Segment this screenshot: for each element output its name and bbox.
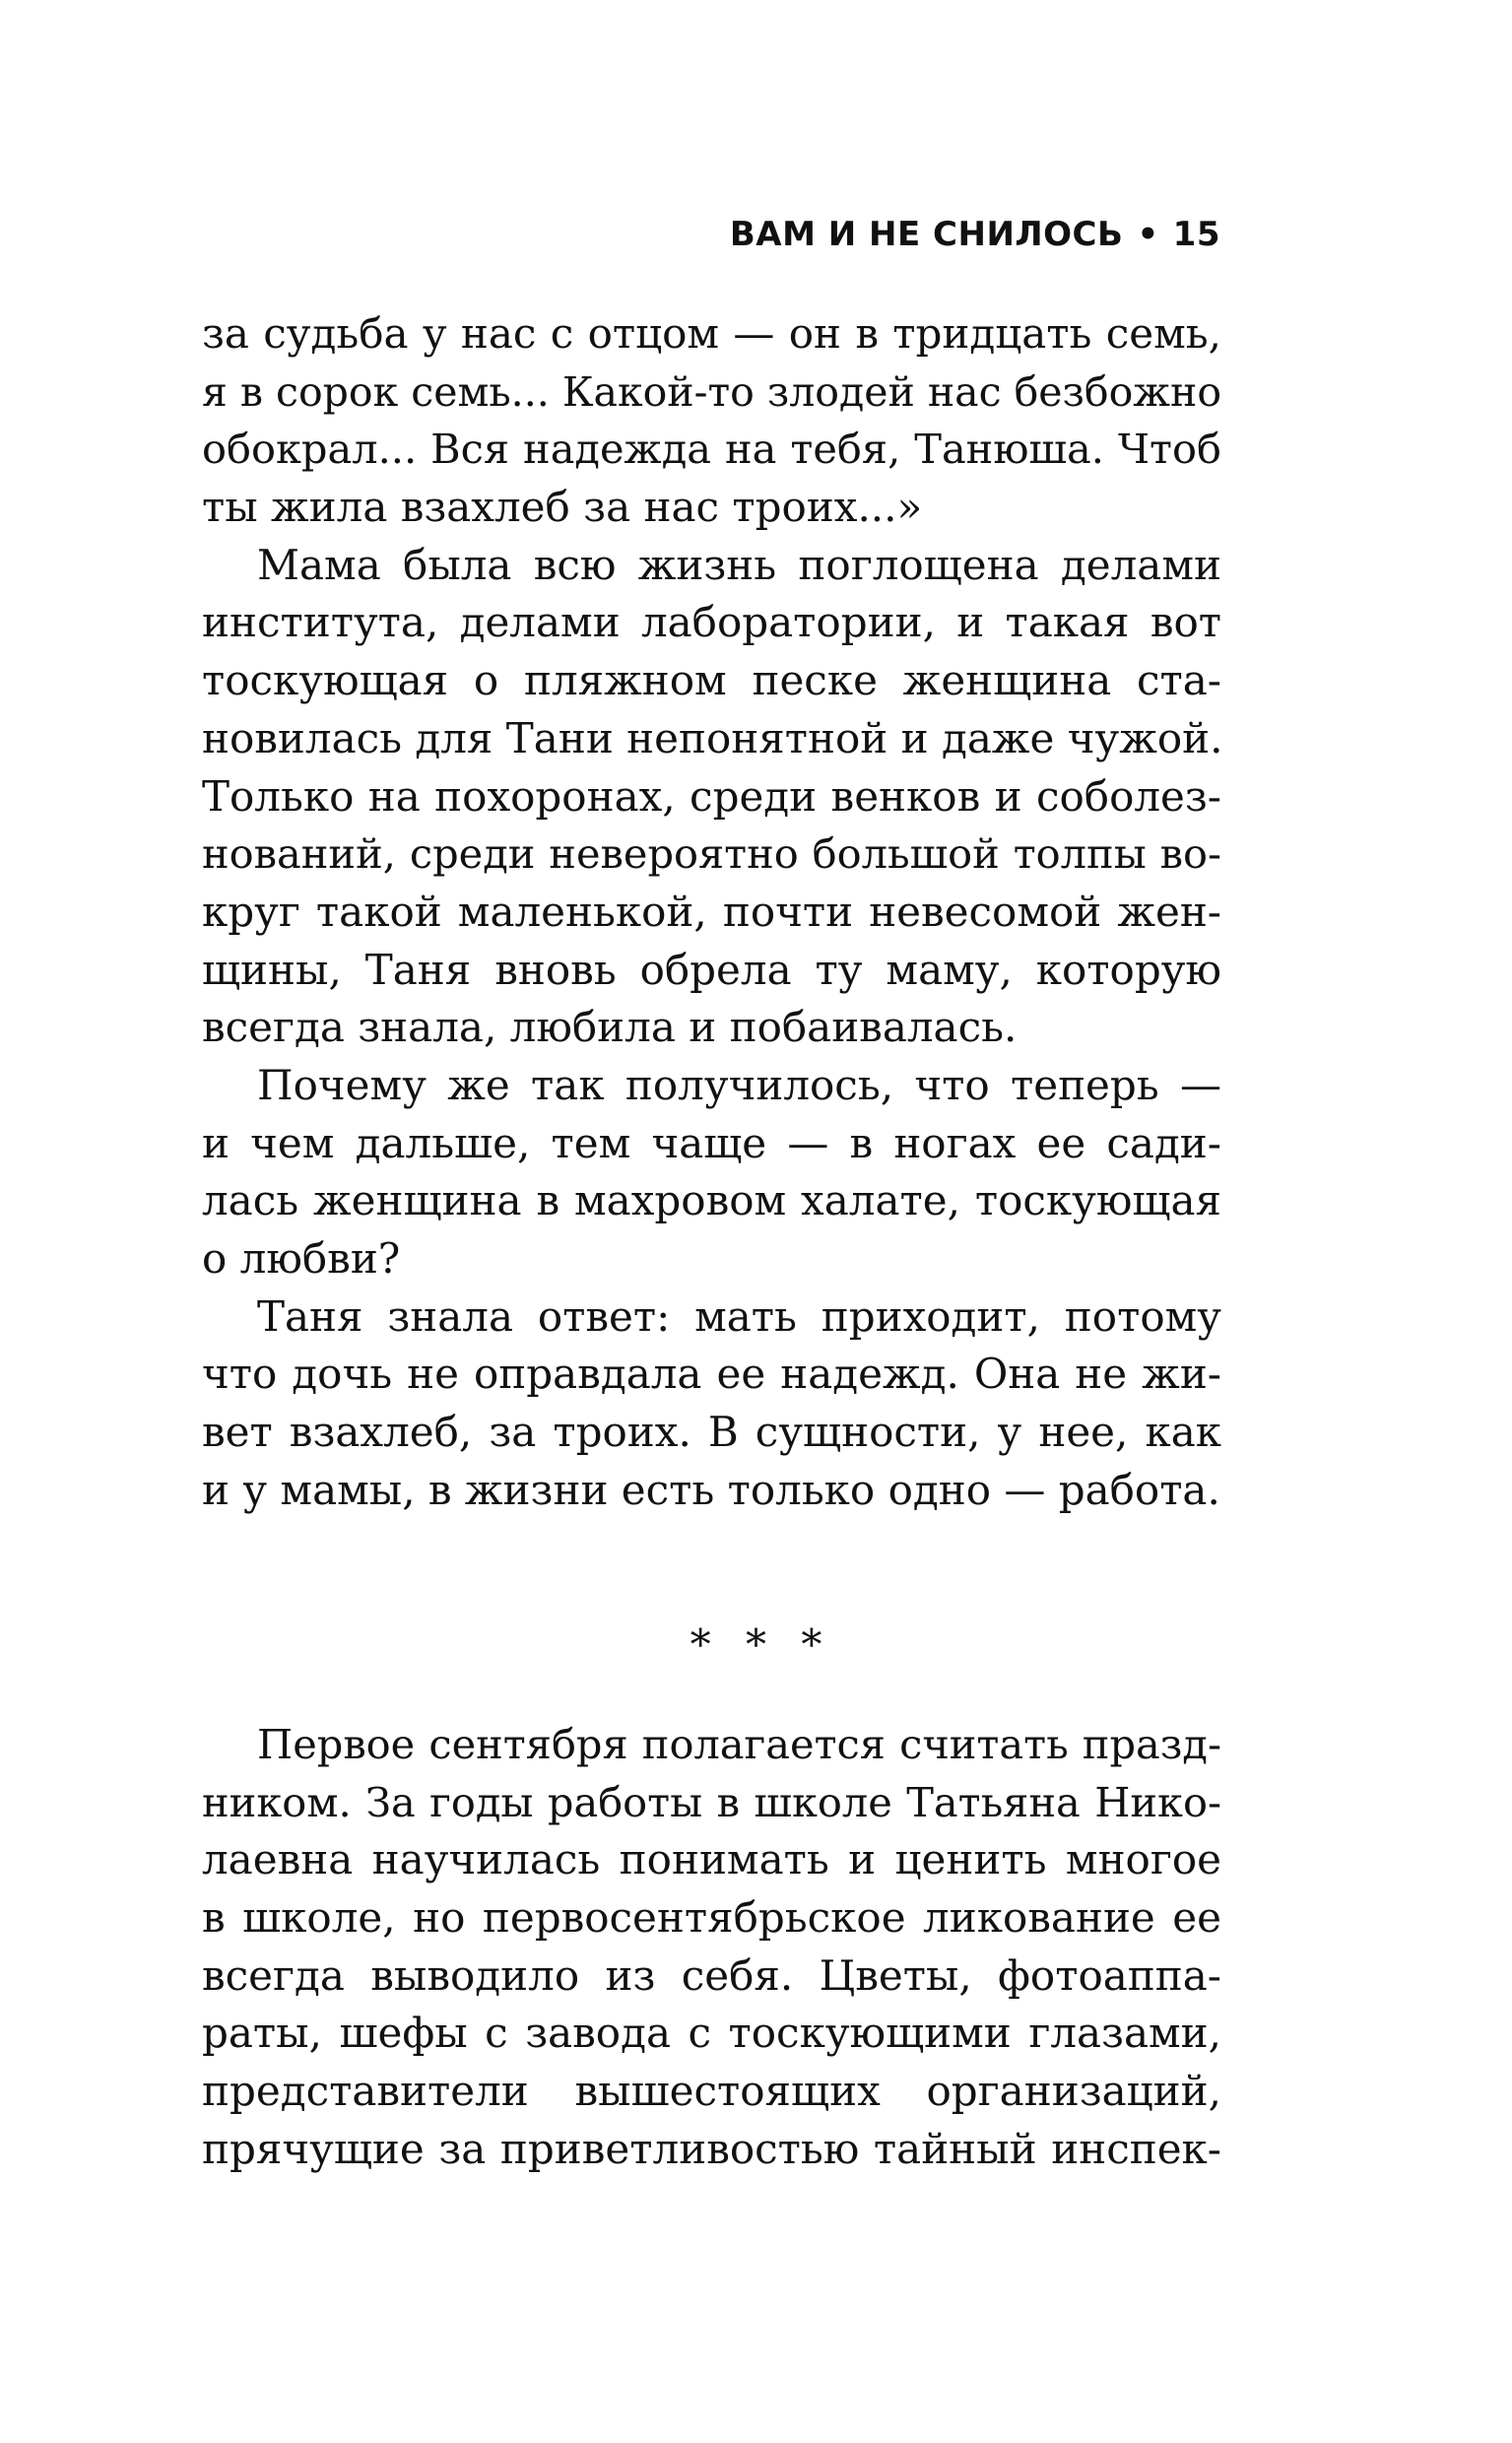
text-line: круг такой маленькой, почти невесомой жен- xyxy=(202,887,1221,936)
asterisk-mark: * xyxy=(746,1620,766,1669)
text-line: щины, Таня вновь обрела ту маму, которую xyxy=(202,945,1221,994)
body-text-section-1 xyxy=(202,305,1221,1519)
running-head-title: ВАМ И НЕ СНИЛОСЬ xyxy=(729,215,1124,254)
text-line: за судьба у нас с отцом — он в тридцать семь, xyxy=(202,309,1221,358)
text-line: всегда знала, любила и побаивалась. xyxy=(202,1003,1018,1052)
text-line: всегда выводило из себя. Цветы, фотоаппа- xyxy=(202,1950,1221,2000)
asterisk-mark: * xyxy=(690,1620,711,1669)
text-line: Только на похоронах, среди венков и соболез- xyxy=(202,771,1221,821)
text-line: прячущие за приветливостью тайный инспек- xyxy=(202,2124,1221,2173)
text-line: института, делами лаборатории, и такая вот xyxy=(202,598,1221,647)
text-line: Таня знала ответ: мать приходит, потому xyxy=(257,1291,1221,1341)
body-text-section-2 xyxy=(202,1716,1221,2179)
text-line: о любви? xyxy=(202,1234,401,1283)
text-line: Почему же так получилось, что теперь — xyxy=(257,1060,1221,1109)
text-line: нований, среди невероятно большой толпы во- xyxy=(202,829,1221,879)
text-line: я в сорок семь... Какой-то злодей нас безбожно xyxy=(202,367,1222,416)
text-line: новилась для Тани непонятной и даже чужой. xyxy=(202,713,1223,762)
text-line: ником. За годы работы в школе Татьяна Нико- xyxy=(202,1777,1221,1826)
section-separator xyxy=(0,1616,1512,1675)
text-line: Мама была всю жизнь поглощена делами xyxy=(257,540,1221,589)
text-line: представители вышестоящих организаций, xyxy=(202,2067,1221,2116)
text-line: тоскующая о пляжном песке женщина ста- xyxy=(202,656,1221,705)
running-head-separator: • xyxy=(1137,215,1159,254)
page-number: 15 xyxy=(1172,215,1220,254)
text-line: лаевна научилась понимать и ценить многое xyxy=(202,1835,1221,1884)
text-line: вет взахлеб, за троих. В сущности, у нее, как xyxy=(202,1408,1221,1457)
text-line: что дочь не оправдала ее надежд. Она не жи- xyxy=(202,1350,1221,1399)
text-line: обокрал... Вся надежда на тебя, Танюша. Чтоб xyxy=(202,425,1221,474)
text-line: лась женщина в махровом халате, тоскующая xyxy=(202,1176,1221,1225)
asterisk-mark: * xyxy=(801,1620,822,1669)
text-line: и у мамы, в жизни есть только одно — работа. xyxy=(202,1465,1220,1514)
text-line: ты жила взахлеб за нас троих...» xyxy=(202,483,923,532)
running-head xyxy=(730,215,1220,254)
text-line: раты, шефы с завода с тоскующими глазами, xyxy=(202,2009,1221,2058)
text-line: в школе, но первосентябрьское ликование ее xyxy=(202,1893,1221,1943)
text-line: Первое сентября полагается считать празд- xyxy=(257,1720,1221,1768)
text-line: и чем дальше, тем чаще — в ногах ее сади- xyxy=(202,1118,1221,1167)
